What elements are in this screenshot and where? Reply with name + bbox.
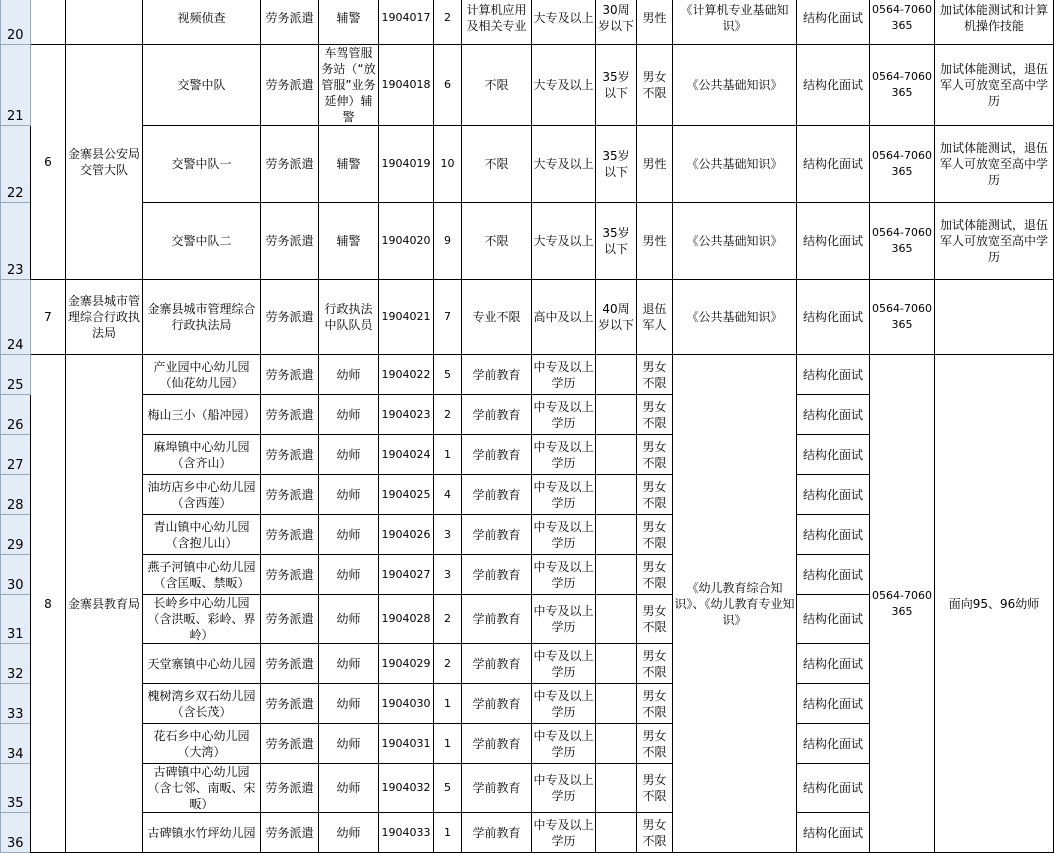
employ-type-cell[interactable]: 劳务派遣 (261, 475, 319, 515)
dept-cell[interactable]: 金寨县教育局 (66, 355, 143, 853)
interview-cell[interactable]: 结构化面试 (797, 395, 870, 435)
education-cell[interactable]: 中专及以上学历 (532, 644, 596, 684)
count-cell[interactable]: 1 (434, 813, 462, 853)
education-cell[interactable]: 大专及以上 (532, 126, 596, 203)
interview-cell[interactable]: 结构化面试 (797, 684, 870, 724)
interview-cell[interactable]: 结构化面试 (797, 203, 870, 280)
note-cell[interactable]: 面向95、96幼师 (935, 355, 1054, 853)
position-cell[interactable]: 古碑镇中心幼儿园（含七邻、南畈、宋畈） (143, 764, 261, 813)
post-cell[interactable]: 幼师 (319, 555, 379, 595)
education-cell[interactable]: 中专及以上学历 (532, 724, 596, 764)
age-cell[interactable] (596, 813, 637, 853)
code-cell[interactable]: 1904021 (379, 280, 434, 355)
interview-cell[interactable]: 结构化面试 (797, 555, 870, 595)
post-cell[interactable]: 幼师 (319, 595, 379, 644)
post-cell[interactable]: 幼师 (319, 475, 379, 515)
education-cell[interactable]: 大专及以上 (532, 203, 596, 280)
major-cell[interactable]: 学前教育 (462, 764, 532, 813)
gender-cell[interactable]: 男女不限 (637, 355, 673, 395)
exam-cell[interactable]: 《计算机专业基础知识》 (673, 0, 797, 45)
gender-cell[interactable]: 男女不限 (637, 515, 673, 555)
code-cell[interactable]: 1904017 (379, 0, 434, 45)
gender-cell[interactable]: 男女不限 (637, 475, 673, 515)
code-cell[interactable]: 1904025 (379, 475, 434, 515)
count-cell[interactable]: 2 (434, 395, 462, 435)
position-cell[interactable]: 梅山三小（船冲园） (143, 395, 261, 435)
interview-cell[interactable]: 结构化面试 (797, 515, 870, 555)
count-cell[interactable]: 2 (434, 644, 462, 684)
age-cell[interactable] (596, 684, 637, 724)
exam-cell[interactable]: 《公共基础知识》 (673, 126, 797, 203)
age-cell[interactable] (596, 764, 637, 813)
gender-cell[interactable]: 男性 (637, 203, 673, 280)
gender-cell[interactable]: 退伍军人 (637, 280, 673, 355)
interview-cell[interactable]: 结构化面试 (797, 595, 870, 644)
row-number[interactable]: 35 (1, 764, 31, 813)
education-cell[interactable]: 高中及以上 (532, 280, 596, 355)
position-cell[interactable]: 天堂寨镇中心幼儿园 (143, 644, 261, 684)
gender-cell[interactable]: 男女不限 (637, 45, 673, 126)
age-cell[interactable] (596, 724, 637, 764)
code-cell[interactable]: 1904032 (379, 764, 434, 813)
post-cell[interactable]: 辅警 (319, 0, 379, 45)
count-cell[interactable]: 5 (434, 355, 462, 395)
code-cell[interactable]: 1904023 (379, 395, 434, 435)
gender-cell[interactable]: 男女不限 (637, 644, 673, 684)
note-cell[interactable]: 加试体能测试，退伍军人可放宽至高中学历 (935, 126, 1054, 203)
note-cell[interactable] (935, 280, 1054, 355)
interview-cell[interactable]: 结构化面试 (797, 355, 870, 395)
interview-cell[interactable]: 结构化面试 (797, 813, 870, 853)
count-cell[interactable]: 9 (434, 203, 462, 280)
education-cell[interactable]: 大专及以上 (532, 0, 596, 45)
position-cell[interactable]: 古碑镇水竹坪幼儿园 (143, 813, 261, 853)
post-cell[interactable]: 行政执法中队队员 (319, 280, 379, 355)
count-cell[interactable]: 2 (434, 0, 462, 45)
employ-type-cell[interactable]: 劳务派遣 (261, 813, 319, 853)
count-cell[interactable]: 3 (434, 555, 462, 595)
interview-cell[interactable]: 结构化面试 (797, 724, 870, 764)
interview-cell[interactable]: 结构化面试 (797, 126, 870, 203)
employ-type-cell[interactable]: 劳务派遣 (261, 355, 319, 395)
major-cell[interactable]: 学前教育 (462, 475, 532, 515)
note-cell[interactable]: 加试体能测试，退伍军人可放宽至高中学历 (935, 45, 1054, 126)
major-cell[interactable]: 不限 (462, 45, 532, 126)
major-cell[interactable]: 计算机应用及相关专业 (462, 0, 532, 45)
post-cell[interactable]: 幼师 (319, 355, 379, 395)
position-cell[interactable]: 槐树湾乡双石幼儿园（含长茂） (143, 684, 261, 724)
post-cell[interactable]: 幼师 (319, 724, 379, 764)
table-row (1, 280, 1054, 355)
code-cell[interactable]: 1904031 (379, 724, 434, 764)
major-cell[interactable]: 学前教育 (462, 435, 532, 475)
exam-cell[interactable]: 《公共基础知识》 (673, 203, 797, 280)
interview-cell[interactable]: 结构化面试 (797, 0, 870, 45)
phone-cell[interactable]: 0564-7060365 (870, 45, 935, 126)
group-no-cell[interactable]: 7 (31, 280, 66, 355)
row-number[interactable]: 23 (1, 203, 31, 280)
education-cell[interactable]: 中专及以上学历 (532, 764, 596, 813)
gender-cell[interactable]: 男女不限 (637, 684, 673, 724)
row-number[interactable]: 30 (1, 555, 31, 595)
post-cell[interactable]: 辅警 (319, 203, 379, 280)
employ-type-cell[interactable]: 劳务派遣 (261, 395, 319, 435)
gender-cell[interactable]: 男女不限 (637, 595, 673, 644)
row-number[interactable]: 36 (1, 813, 31, 853)
education-cell[interactable]: 大专及以上 (532, 45, 596, 126)
major-cell[interactable]: 学前教育 (462, 595, 532, 644)
row-number[interactable]: 26 (1, 395, 31, 435)
phone-cell[interactable]: 0564-7060365 (870, 280, 935, 355)
row-number[interactable]: 20 (1, 0, 31, 45)
note-cell[interactable]: 加试体能测试和计算机操作技能 (935, 0, 1054, 45)
code-cell[interactable]: 1904026 (379, 515, 434, 555)
row-number[interactable]: 27 (1, 435, 31, 475)
education-cell[interactable]: 中专及以上学历 (532, 515, 596, 555)
post-cell[interactable]: 车驾管服务站（“放管服”业务延伸）辅警 (319, 45, 379, 126)
code-cell[interactable]: 1904019 (379, 126, 434, 203)
education-cell[interactable]: 中专及以上学历 (532, 595, 596, 644)
note-cell[interactable]: 加试体能测试，退伍军人可放宽至高中学历 (935, 203, 1054, 280)
age-cell[interactable]: 35岁以下 (596, 45, 637, 126)
code-cell[interactable]: 1904029 (379, 644, 434, 684)
group-no-cell[interactable]: 6 (31, 45, 66, 280)
exam-cell[interactable]: 《幼儿教育综合知识》、《幼儿教育专业知识》 (673, 355, 797, 853)
group-no-cell[interactable]: 8 (31, 355, 66, 853)
interview-cell[interactable]: 结构化面试 (797, 475, 870, 515)
table-row (1, 0, 1054, 45)
count-cell[interactable]: 10 (434, 126, 462, 203)
position-cell[interactable]: 交警中队 (143, 45, 261, 126)
gender-cell[interactable]: 男女不限 (637, 555, 673, 595)
position-cell[interactable]: 交警中队一 (143, 126, 261, 203)
gender-cell[interactable]: 男女不限 (637, 724, 673, 764)
count-cell[interactable]: 1 (434, 435, 462, 475)
employ-type-cell[interactable]: 劳务派遣 (261, 644, 319, 684)
phone-cell[interactable]: 0564-7060365 (870, 0, 935, 45)
interview-cell[interactable]: 结构化面试 (797, 644, 870, 684)
code-cell[interactable]: 1904030 (379, 684, 434, 724)
table-row (1, 45, 1054, 126)
age-cell[interactable] (596, 644, 637, 684)
row-number[interactable]: 33 (1, 684, 31, 724)
age-cell[interactable]: 30周岁以下 (596, 0, 637, 45)
post-cell[interactable]: 辅警 (319, 126, 379, 203)
code-cell[interactable]: 1904024 (379, 435, 434, 475)
employ-type-cell[interactable]: 劳务派遣 (261, 0, 319, 45)
count-cell[interactable]: 1 (434, 724, 462, 764)
post-cell[interactable]: 幼师 (319, 813, 379, 853)
count-cell[interactable]: 2 (434, 595, 462, 644)
group-no-cell[interactable] (31, 0, 66, 45)
row-number[interactable]: 34 (1, 724, 31, 764)
count-cell[interactable]: 6 (434, 45, 462, 126)
education-cell[interactable]: 中专及以上学历 (532, 395, 596, 435)
post-cell[interactable]: 幼师 (319, 395, 379, 435)
major-cell[interactable]: 专业不限 (462, 280, 532, 355)
count-cell[interactable]: 4 (434, 475, 462, 515)
count-cell[interactable]: 7 (434, 280, 462, 355)
major-cell[interactable]: 不限 (462, 203, 532, 280)
phone-cell[interactable]: 0564-7060365 (870, 203, 935, 280)
row-number[interactable]: 21 (1, 45, 31, 126)
major-cell[interactable]: 学前教育 (462, 813, 532, 853)
code-cell[interactable]: 1904022 (379, 355, 434, 395)
major-cell[interactable]: 学前教育 (462, 684, 532, 724)
education-cell[interactable]: 中专及以上学历 (532, 355, 596, 395)
position-cell[interactable]: 青山镇中心幼儿园（含抱儿山） (143, 515, 261, 555)
employ-type-cell[interactable]: 劳务派遣 (261, 764, 319, 813)
employ-type-cell[interactable]: 劳务派遣 (261, 724, 319, 764)
code-cell[interactable]: 1904018 (379, 45, 434, 126)
education-cell[interactable]: 中专及以上学历 (532, 684, 596, 724)
age-cell[interactable]: 40周岁以下 (596, 280, 637, 355)
education-cell[interactable]: 中专及以上学历 (532, 435, 596, 475)
dept-cell[interactable] (66, 0, 143, 45)
gender-cell[interactable]: 男女不限 (637, 813, 673, 853)
age-cell[interactable] (596, 475, 637, 515)
row-number[interactable]: 32 (1, 644, 31, 684)
employ-type-cell[interactable]: 劳务派遣 (261, 435, 319, 475)
phone-cell[interactable]: 0564-7060365 (870, 355, 935, 853)
gender-cell[interactable]: 男女不限 (637, 435, 673, 475)
gender-cell[interactable]: 男女不限 (637, 395, 673, 435)
major-cell[interactable]: 不限 (462, 126, 532, 203)
interview-cell[interactable]: 结构化面试 (797, 764, 870, 813)
age-cell[interactable]: 35岁以下 (596, 126, 637, 203)
row-number[interactable]: 31 (1, 595, 31, 644)
employ-type-cell[interactable]: 劳务派遣 (261, 203, 319, 280)
gender-cell[interactable]: 男性 (637, 126, 673, 203)
position-cell[interactable]: 产业园中心幼儿园（仙花幼儿园） (143, 355, 261, 395)
age-cell[interactable] (596, 435, 637, 475)
major-cell[interactable]: 学前教育 (462, 555, 532, 595)
employ-type-cell[interactable]: 劳务派遣 (261, 684, 319, 724)
position-cell[interactable]: 油坊店乡中心幼儿园（含西莲） (143, 475, 261, 515)
employ-type-cell[interactable]: 劳务派遣 (261, 126, 319, 203)
code-cell[interactable]: 1904033 (379, 813, 434, 853)
post-cell[interactable]: 幼师 (319, 684, 379, 724)
row-number[interactable]: 28 (1, 475, 31, 515)
code-cell[interactable]: 1904020 (379, 203, 434, 280)
post-cell[interactable]: 幼师 (319, 515, 379, 555)
employ-type-cell[interactable]: 劳务派遣 (261, 555, 319, 595)
row-number[interactable]: 29 (1, 515, 31, 555)
age-cell[interactable] (596, 515, 637, 555)
dept-cell[interactable]: 金寨县公安局交管大队 (66, 45, 143, 280)
position-cell[interactable]: 长岭乡中心幼儿园（含洪畈、彩岭、界岭） (143, 595, 261, 644)
position-cell[interactable]: 麻埠镇中心幼儿园（含齐山） (143, 435, 261, 475)
interview-cell[interactable]: 结构化面试 (797, 45, 870, 126)
row-number[interactable]: 25 (1, 355, 31, 395)
phone-cell[interactable]: 0564-7060365 (870, 126, 935, 203)
major-cell[interactable]: 学前教育 (462, 395, 532, 435)
count-cell[interactable]: 3 (434, 515, 462, 555)
gender-cell[interactable]: 男女不限 (637, 764, 673, 813)
employ-type-cell[interactable]: 劳务派遣 (261, 515, 319, 555)
table-row (1, 203, 1054, 280)
code-cell[interactable]: 1904028 (379, 595, 434, 644)
code-cell[interactable]: 1904027 (379, 555, 434, 595)
position-cell[interactable]: 金寨县城市管理综合行政执法局 (143, 280, 261, 355)
dept-cell[interactable]: 金寨县城市管理综合行政执法局 (66, 280, 143, 355)
post-cell[interactable]: 幼师 (319, 644, 379, 684)
row-number[interactable]: 22 (1, 126, 31, 203)
post-cell[interactable]: 幼师 (319, 435, 379, 475)
count-cell[interactable]: 5 (434, 764, 462, 813)
employ-type-cell[interactable]: 劳务派遣 (261, 45, 319, 126)
table-row (1, 355, 1054, 395)
age-cell[interactable] (596, 595, 637, 644)
major-cell[interactable]: 学前教育 (462, 515, 532, 555)
age-cell[interactable] (596, 395, 637, 435)
gender-cell[interactable]: 男性 (637, 0, 673, 45)
position-cell[interactable]: 视频侦查 (143, 0, 261, 45)
interview-cell[interactable]: 结构化面试 (797, 280, 870, 355)
post-cell[interactable]: 幼师 (319, 764, 379, 813)
row-number[interactable]: 24 (1, 280, 31, 355)
interview-cell[interactable]: 结构化面试 (797, 435, 870, 475)
position-cell[interactable]: 花石乡中心幼儿园（大湾） (143, 724, 261, 764)
table-row (1, 126, 1054, 203)
major-cell[interactable]: 学前教育 (462, 724, 532, 764)
education-cell[interactable]: 中专及以上学历 (532, 555, 596, 595)
employ-type-cell[interactable]: 劳务派遣 (261, 595, 319, 644)
education-cell[interactable]: 中专及以上学历 (532, 813, 596, 853)
age-cell[interactable] (596, 555, 637, 595)
position-cell[interactable]: 燕子河镇中心幼儿园（含匡畈、禁畈） (143, 555, 261, 595)
position-cell[interactable]: 交警中队二 (143, 203, 261, 280)
education-cell[interactable]: 中专及以上学历 (532, 475, 596, 515)
exam-cell[interactable]: 《公共基础知识》 (673, 45, 797, 126)
count-cell[interactable]: 1 (434, 684, 462, 724)
exam-cell[interactable]: 《公共基础知识》 (673, 280, 797, 355)
employ-type-cell[interactable]: 劳务派遣 (261, 280, 319, 355)
major-cell[interactable]: 学前教育 (462, 644, 532, 684)
age-cell[interactable] (596, 355, 637, 395)
age-cell[interactable]: 35岁以下 (596, 203, 637, 280)
major-cell[interactable]: 学前教育 (462, 355, 532, 395)
